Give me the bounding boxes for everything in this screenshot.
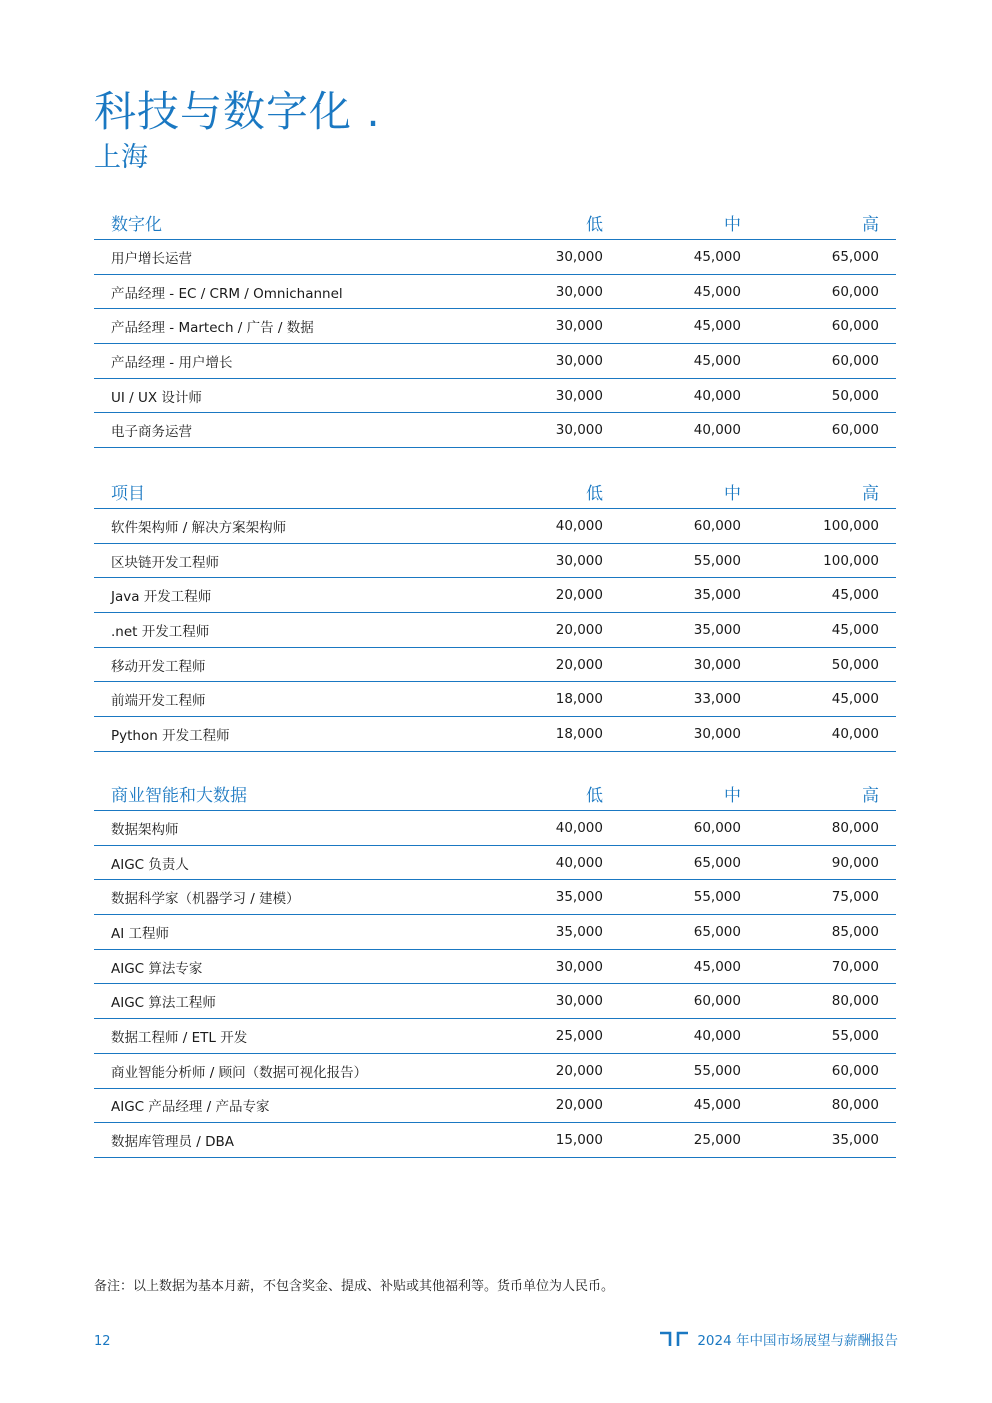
job-title: Java 开发工程师 (111, 589, 212, 606)
salary-low: 40,000 (555, 854, 603, 871)
salary-low: 40,000 (555, 819, 603, 836)
table-row (94, 846, 896, 881)
salary-high: 45,000 (831, 621, 879, 638)
salary-low: 30,000 (555, 993, 603, 1010)
salary-low: 30,000 (555, 283, 603, 300)
salary-mid: 55,000 (693, 552, 741, 569)
footer-brand (659, 1329, 898, 1349)
salary-mid: 60,000 (693, 819, 741, 836)
brand-logo-icon (659, 1331, 689, 1347)
job-title: AIGC 算法工程师 (111, 995, 216, 1012)
salary-mid: 45,000 (693, 352, 741, 369)
salary-mid: 30,000 (693, 725, 741, 742)
salary-mid: 45,000 (693, 248, 741, 265)
table-row (94, 1054, 896, 1089)
salary-mid: 35,000 (693, 587, 741, 604)
job-title: 区块链开发工程师 (111, 554, 219, 571)
job-title: 移动开发工程师 (111, 658, 206, 675)
salary-low: 30,000 (555, 387, 603, 404)
column-mid: 中 (724, 786, 741, 806)
salary-high: 60,000 (831, 283, 879, 300)
job-title: 商业智能分析师 / 顾问（数据可视化报告） (111, 1064, 368, 1081)
salary-low: 20,000 (555, 587, 603, 604)
job-title: AIGC 产品经理 / 产品专家 (111, 1099, 270, 1116)
salary-low: 35,000 (555, 889, 603, 906)
job-title: AIGC 算法专家 (111, 960, 203, 977)
job-title: 产品经理 - Martech / 广告 / 数据 (111, 320, 314, 337)
salary-low: 30,000 (555, 958, 603, 975)
salary-high: 100,000 (823, 517, 879, 534)
table-row (94, 880, 896, 915)
table-row (94, 413, 896, 448)
table-row (94, 578, 896, 613)
salary-mid: 40,000 (693, 422, 741, 439)
job-title: 数据架构师 (111, 821, 179, 838)
salary-high: 60,000 (831, 352, 879, 369)
salary-low: 20,000 (555, 1097, 603, 1114)
column-mid: 中 (724, 215, 741, 235)
salary-low: 40,000 (555, 517, 603, 534)
salary-high: 70,000 (831, 958, 879, 975)
salary-high: 90,000 (831, 854, 879, 871)
table-row (94, 309, 896, 344)
salary-table-digital (94, 211, 896, 448)
table-row (94, 717, 896, 752)
job-title: AIGC 负责人 (111, 856, 189, 873)
footer-report-title: 2024 年中国市场展望与薪酬报告 (697, 1333, 898, 1349)
salary-mid: 45,000 (693, 958, 741, 975)
salary-low: 18,000 (555, 725, 603, 742)
salary-low: 35,000 (555, 923, 603, 940)
salary-mid: 40,000 (693, 387, 741, 404)
table-row (94, 379, 896, 414)
salary-table-projects (94, 480, 896, 752)
page-number: 12 (94, 1334, 111, 1349)
salary-mid: 65,000 (693, 854, 741, 871)
salary-high: 65,000 (831, 248, 879, 265)
job-title: UI / UX 设计师 (111, 389, 202, 406)
table-row (94, 240, 896, 275)
salary-low: 25,000 (555, 1027, 603, 1044)
salary-low: 20,000 (555, 656, 603, 673)
section-title: 项目 (111, 484, 145, 504)
salary-table-bi-bigdata (94, 782, 896, 1158)
table-row (94, 648, 896, 683)
table-row (94, 1123, 896, 1158)
column-low: 低 (586, 215, 603, 235)
salary-high: 50,000 (831, 387, 879, 404)
salary-low: 30,000 (555, 552, 603, 569)
table-header (94, 480, 896, 509)
job-title: AI 工程师 (111, 925, 170, 942)
table-row (94, 950, 896, 985)
salary-low: 20,000 (555, 1062, 603, 1079)
table-row (94, 811, 896, 846)
job-title: 产品经理 - 用户增长 (111, 354, 233, 371)
table-row (94, 1019, 896, 1054)
salary-high: 75,000 (831, 889, 879, 906)
salary-mid: 60,000 (693, 517, 741, 534)
table-row (94, 275, 896, 310)
column-low: 低 (586, 484, 603, 504)
salary-mid: 65,000 (693, 923, 741, 940)
salary-low: 20,000 (555, 621, 603, 638)
salary-high: 80,000 (831, 993, 879, 1010)
salary-high: 45,000 (831, 691, 879, 708)
table-row (94, 1089, 896, 1124)
table-row (94, 509, 896, 544)
salary-high: 50,000 (831, 656, 879, 673)
page-title: 科技与数字化 . (94, 87, 381, 136)
salary-high: 55,000 (831, 1027, 879, 1044)
column-high: 高 (862, 786, 879, 806)
table-row (94, 613, 896, 648)
salary-high: 100,000 (823, 552, 879, 569)
table-row (94, 682, 896, 717)
table-header (94, 782, 896, 811)
job-title: 前端开发工程师 (111, 693, 206, 710)
salary-low: 30,000 (555, 352, 603, 369)
job-title: 数据科学家（机器学习 / 建模） (111, 891, 300, 908)
job-title: 软件架构师 / 解决方案架构师 (111, 519, 287, 536)
salary-low: 15,000 (555, 1132, 603, 1149)
salary-high: 40,000 (831, 725, 879, 742)
column-low: 低 (586, 786, 603, 806)
column-high: 高 (862, 484, 879, 504)
salary-high: 35,000 (831, 1132, 879, 1149)
job-title: 数据工程师 / ETL 开发 (111, 1029, 248, 1046)
salary-mid: 35,000 (693, 621, 741, 638)
salary-low: 30,000 (555, 248, 603, 265)
salary-low: 30,000 (555, 422, 603, 439)
salary-mid: 33,000 (693, 691, 741, 708)
salary-mid: 45,000 (693, 318, 741, 335)
salary-mid: 55,000 (693, 889, 741, 906)
section-title: 数字化 (111, 215, 162, 235)
salary-high: 80,000 (831, 819, 879, 836)
salary-mid: 45,000 (693, 283, 741, 300)
job-title: Python 开发工程师 (111, 727, 230, 744)
table-row (94, 344, 896, 379)
job-title: 用户增长运营 (111, 250, 192, 267)
column-high: 高 (862, 215, 879, 235)
column-mid: 中 (724, 484, 741, 504)
salary-high: 80,000 (831, 1097, 879, 1114)
salary-mid: 60,000 (693, 993, 741, 1010)
salary-high: 60,000 (831, 422, 879, 439)
salary-mid: 30,000 (693, 656, 741, 673)
table-header (94, 211, 896, 240)
table-row (94, 544, 896, 579)
salary-mid: 45,000 (693, 1097, 741, 1114)
job-title: 数据库管理员 / DBA (111, 1134, 235, 1151)
salary-mid: 40,000 (693, 1027, 741, 1044)
footnote: 备注：以上数据为基本月薪，不包含奖金、提成、补贴或其他福利等。货币单位为人民币。 (94, 1279, 615, 1294)
salary-high: 85,000 (831, 923, 879, 940)
salary-low: 30,000 (555, 318, 603, 335)
job-title: .net 开发工程师 (111, 623, 210, 640)
section-title: 商业智能和大数据 (111, 786, 247, 806)
job-title: 电子商务运营 (111, 424, 192, 441)
salary-low: 18,000 (555, 691, 603, 708)
job-title: 产品经理 - EC / CRM / Omnichannel (111, 285, 343, 302)
page-subtitle: 上海 (94, 142, 148, 173)
table-row (94, 915, 896, 950)
salary-mid: 55,000 (693, 1062, 741, 1079)
salary-high: 60,000 (831, 1062, 879, 1079)
salary-mid: 25,000 (693, 1132, 741, 1149)
table-row (94, 984, 896, 1019)
salary-high: 60,000 (831, 318, 879, 335)
salary-high: 45,000 (831, 587, 879, 604)
